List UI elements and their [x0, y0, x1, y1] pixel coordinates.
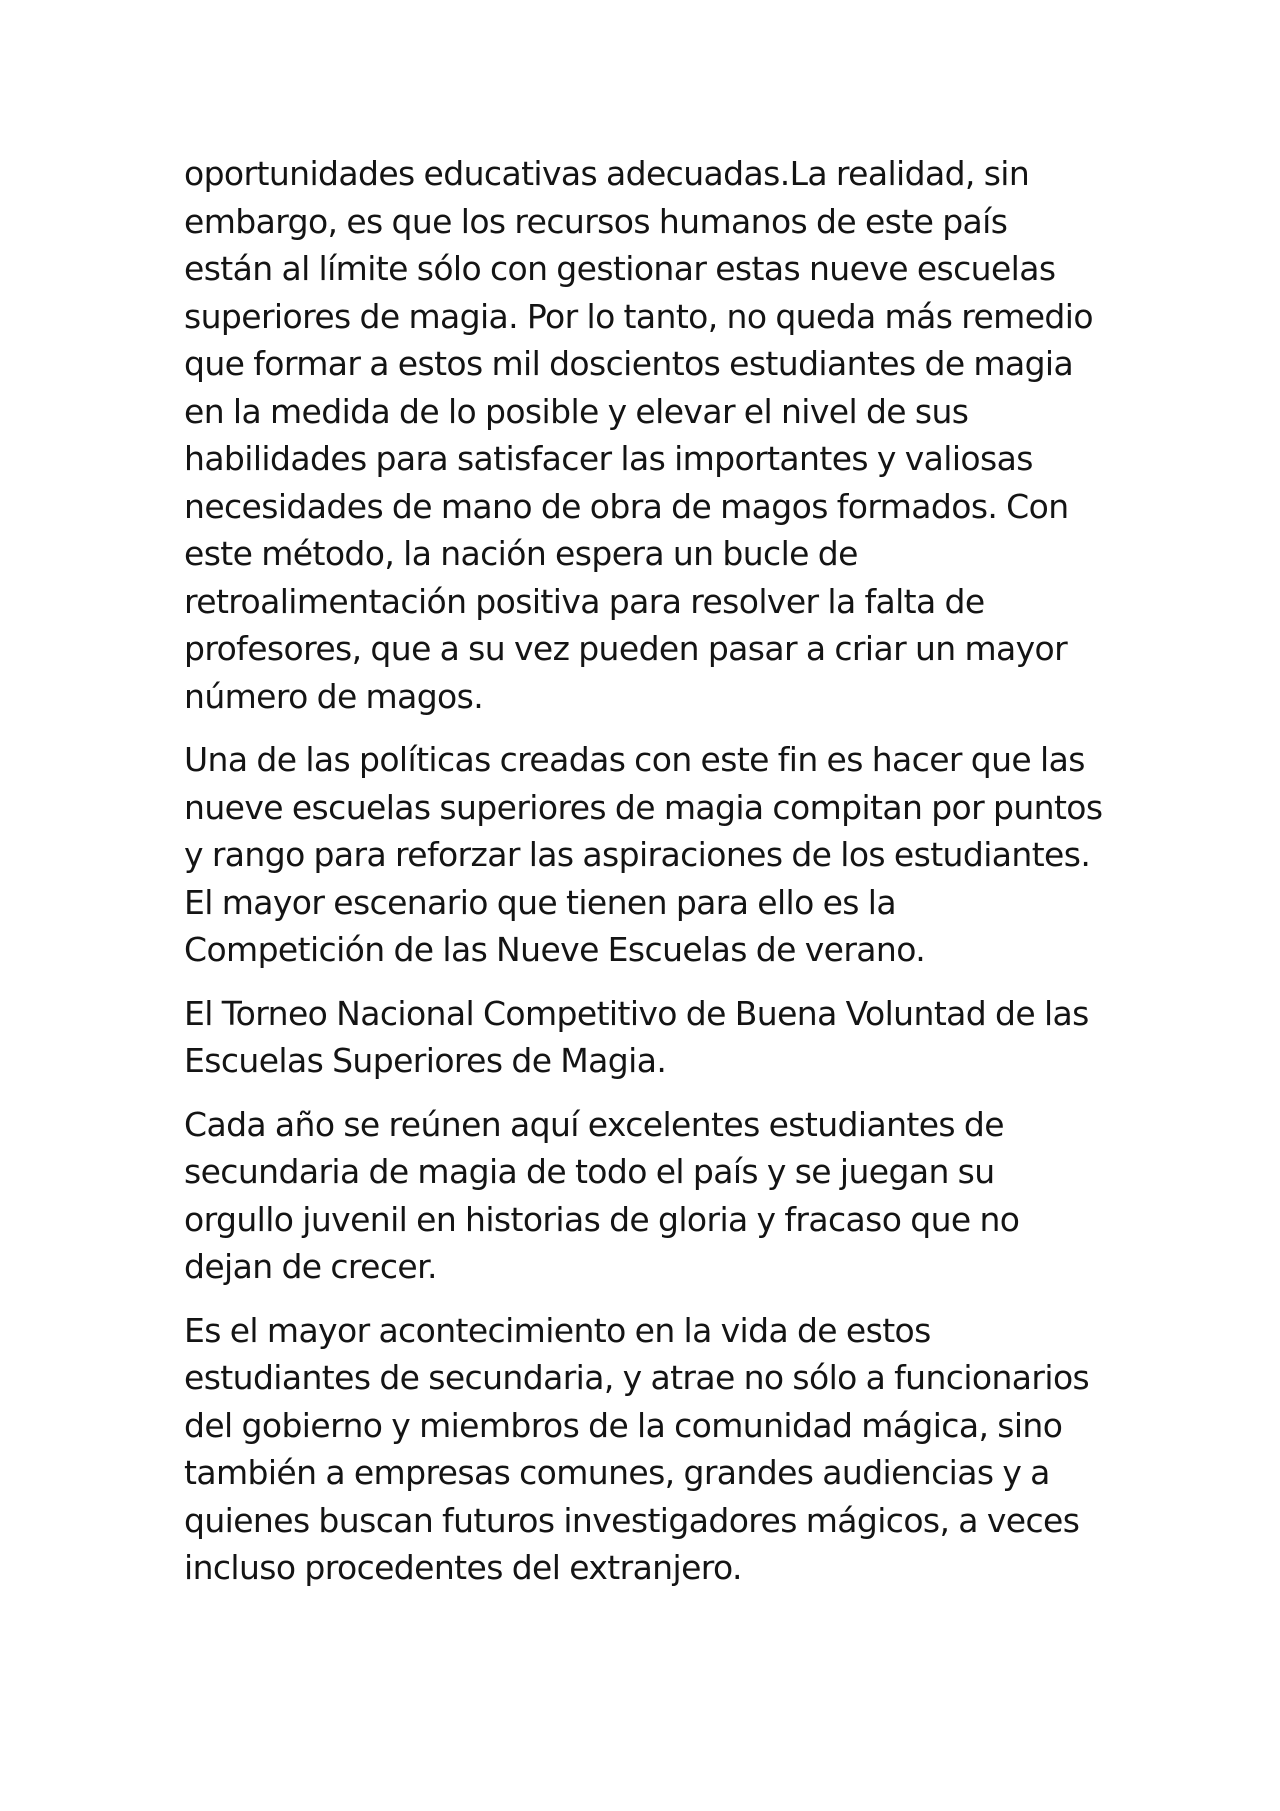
- paragraph-4: Cada año se reúnen aquí excelentes estudiantes de secundaria de magia de todo el país y se juegan su orgullo juvenil en historias de gloria y fracaso que no dejan de crecer.: [184, 1104, 1020, 1286]
- body-text: [184, 150, 1104, 1608]
- paragraph-5: Es el mayor acontecimiento en la vida de estos estudiantes de secundaria, y atrae no sólo a funcionarios del gobierno y miembros de la comunidad mágica, sino también a empresas comunes, grandes audiencias y a quienes buscan futuros investigadores mágicos, a veces incluso procedentes del extranjero.: [184, 1310, 1090, 1587]
- paragraph-1: oportunidades educativas adecuadas.La realidad, sin embargo, es que los recursos humanos de este país están al límite sólo con gestionar estas nueve escuelas superiores de magia. Por lo tanto, no queda más remedio que formar a estos mil doscientos estudiantes de magia en la medida de lo posible y elevar el nivel de sus habilidades para satisfacer las importantes y valiosas necesidades de mano de obra de magos formados. Con este método, la nación espera un bucle de retroalimentación positiva para resolver la falta de profesores, que a su vez pueden pasar a criar un mayor número de magos.: [184, 154, 1093, 716]
- paragraph-3: El Torneo Nacional Competitivo de Buena Voluntad de las Escuelas Superiores de Magia.: [184, 993, 1089, 1080]
- paragraph-2: Una de las políticas creadas con este fin es hacer que las nueve escuelas superiores de magia compitan por puntos y rango para reforzar las aspiraciones de los estudiantes. El mayor escenario que tienen para ello es la Competición de las Nueve Escuelas de verano.: [184, 740, 1103, 969]
